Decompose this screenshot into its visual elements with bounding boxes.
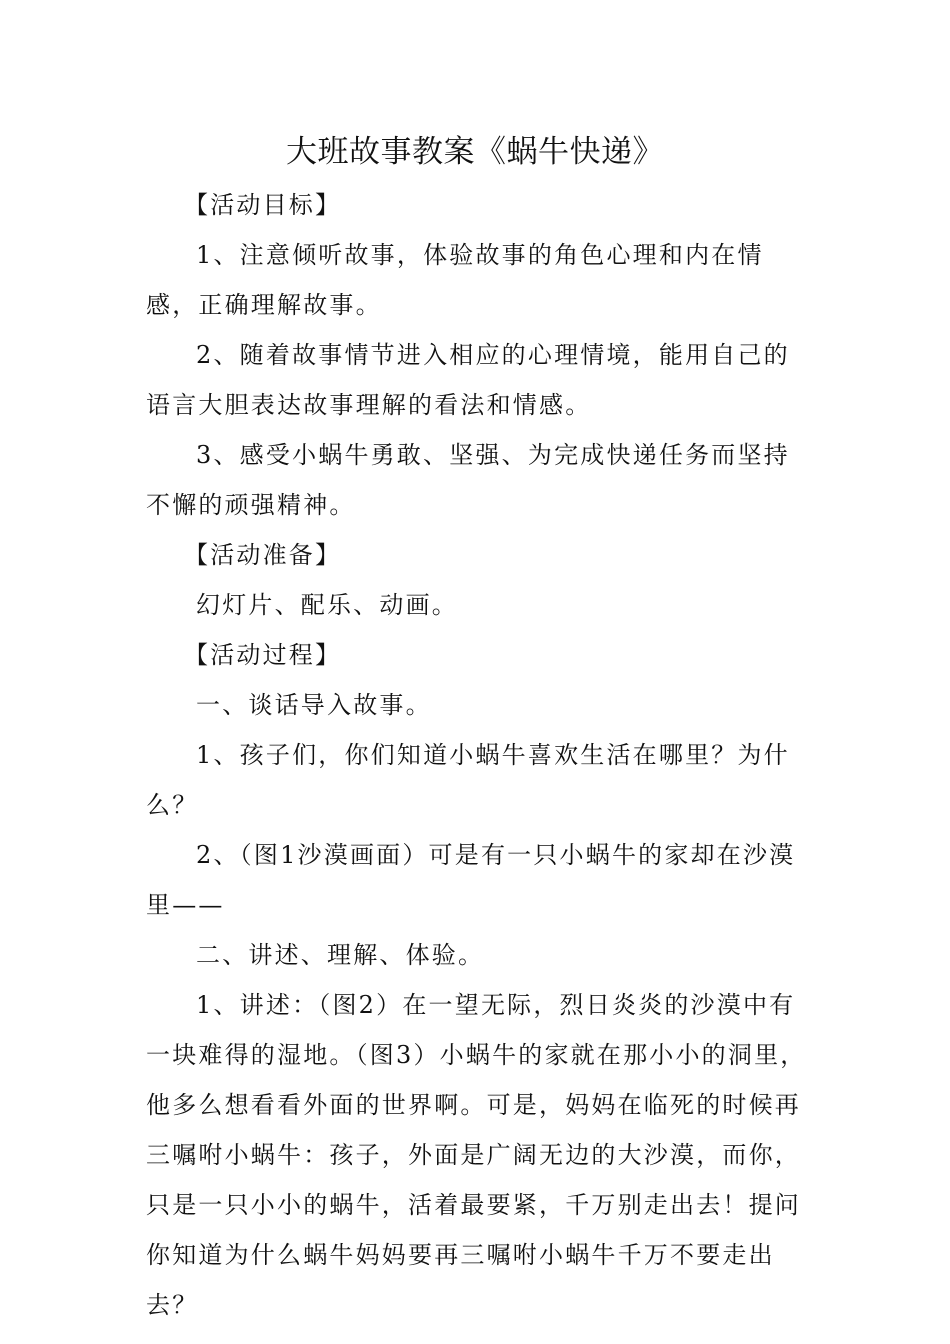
section-heading-preparation: 【活动准备】: [184, 541, 342, 569]
document-body: [146, 180, 808, 1330]
paragraph-preparation: 幻灯片、配乐、动画。: [196, 591, 458, 619]
paragraph-question-1: 1、孩子们，你们知道小蜗牛喜欢生活在哪里？为什么？: [146, 741, 790, 819]
paragraph-goal-2: 2、随着故事情节进入相应的心理情境，能用自己的语言大胆表达故事理解的看法和情感。: [146, 341, 790, 419]
document-title: 大班故事教案《蜗牛快递》: [286, 134, 664, 170]
paragraph-question-2: 2、（图1沙漠画面）可是有一只小蜗牛的家却在沙漠里——: [146, 841, 796, 919]
paragraph-goal-1: 1、注意倾听故事，体验故事的角色心理和内在情感，正确理解故事。: [146, 241, 764, 319]
paragraph-goal-3: 3、感受小蜗牛勇敢、坚强、为完成快递任务而坚持不懈的顽强精神。: [146, 441, 790, 519]
paragraph-narration: 1、讲述：（图2）在一望无际，烈日炎炎的沙漠中有一块难得的湿地。（图3）小蜗牛的家就在那小小的洞里，他多么想看看外面的世界啊。可是，妈妈在临死的时候再三嘱咐小蜗牛：孩子，外面是广阔无边的大沙漠，而你，只是一只小小的蜗牛，活着最要紧，千万别走出去！提问你知道为什么蜗牛妈妈要再三嘱咐小蜗牛千万不要走出去？: [146, 991, 807, 1319]
section-heading-process: 【活动过程】: [184, 641, 342, 669]
section-heading-goals: 【活动目标】: [184, 191, 342, 219]
paragraph-step-1: 一、谈话导入故事。: [196, 691, 432, 719]
paragraph-step-2: 二、讲述、理解、体验。: [196, 941, 485, 969]
